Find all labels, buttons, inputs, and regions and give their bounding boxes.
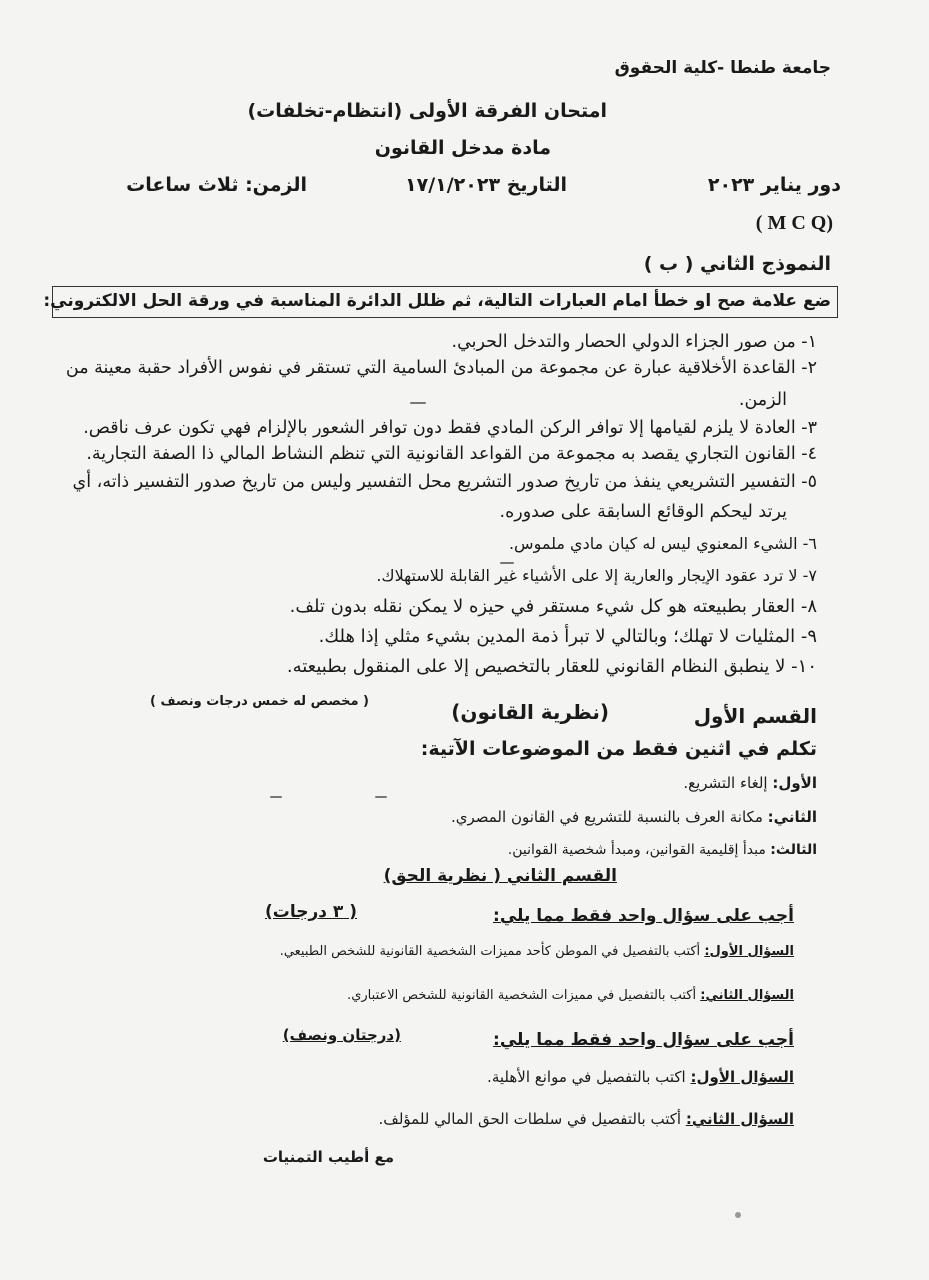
group1-marks: ( ٣ درجات) (264, 902, 357, 922)
instruction-text: ضع علامة صح او خطأ امام العبارات التالية، ثم ظلل الدائرة المناسبة في ورقة الحل الالكتروني: (43, 291, 831, 311)
part-one-q3-text: مبدأ إقليمية القوانين، ومبدأ شخصية القوانين. (507, 842, 766, 858)
mcq-list (57, 0, 817, 700)
mcq-item-1: ١- من صور الجزاء الدولي الحصار والتدخل الحربي. (451, 332, 817, 352)
scan-speck (500, 562, 514, 564)
part-one-q2-text: مكانة العرف بالنسبة للتشريع في القانون المصري. (450, 808, 763, 826)
part-one-marks: ( مخصص له خمس درجات ونصف ) (150, 694, 369, 709)
part-one-q2-label: الثاني: (767, 808, 817, 826)
exam-duration: الزمن: ثلاث ساعات (126, 174, 307, 196)
mcq-item-5: ٥- التفسير التشريعي ينفذ من تاريخ صدور التشريع محل التفسير وليس من تاريخ صدور التفسير ذاته، أي (72, 472, 817, 492)
exam-date: التاريخ ١٧/١/٢٠٢٣ (405, 174, 567, 196)
group2-instruction: أجب على سؤال واحد فقط مما يلي: (493, 1030, 794, 1050)
subject-title: مادة مدخل القانون (374, 137, 551, 159)
mcq-item-9: ٩- المثليات لا تهلك؛ وبالتالي لا تبرأ ذمة المدين بشيء مثلي إذا هلك. (318, 626, 817, 647)
mcq-item-4: ٤- القانون التجاري يقصد به مجموعة من القواعد القانونية التي تنظم النشاط المالي ذا الصفة التجارية. (86, 444, 817, 464)
mcq-item-7: ٧- لا ترد عقود الإيجار والعارية إلا على الأشياء غير القابلة للاستهلاك. (376, 566, 817, 585)
part-one-q3 (508, 842, 817, 858)
group2-marks: (درجتان ونصف) (282, 1026, 401, 1044)
scan-speck (375, 796, 387, 798)
part-two-title: القسم الثاني ( نظرية الحق) (383, 866, 617, 886)
part-one-q1-label: الأول: (772, 774, 817, 792)
group2-q2-text: أكتب بالتفصيل في سلطات الحق المالي للمؤلف. (378, 1110, 682, 1128)
part-one-q1 (683, 774, 817, 792)
mcq-item-2: ٢- القاعدة الأخلاقية عبارة عن مجموعة من المبادئ السامية التي تستقر في نفوس الأفراد حقبة معينة من (65, 358, 817, 378)
mcq-item-6: ٦- الشيء المعنوي ليس له كيان مادي ملموس. (508, 534, 817, 553)
group1-q2 (347, 988, 794, 1003)
group1-q1-label: السؤال الأول: (704, 944, 794, 959)
mcq-item-3: ٣- العادة لا يلزم لقيامها إلا توافر الركن المادي فقط دون توافر الشعور بالإلزام فهي تكون عرف ناقص. (83, 418, 817, 438)
group1-q1-text: أكتب بالتفصيل في الموطن كأحد مميزات الشخصية القانونية للشخص الطبيعي. (279, 944, 701, 959)
scan-speck (735, 1212, 741, 1218)
group1-instruction: أجب على سؤال واحد فقط مما يلي: (493, 906, 794, 926)
group2-q1 (487, 1068, 794, 1086)
exam-session: دور يناير ٢٠٢٣ (707, 174, 841, 196)
closing-wishes: مع أطيب التمنيات (262, 1148, 394, 1166)
mcq-item-10: ١٠- لا ينطبق النظام القانوني للعقار بالتخصيص إلا على المنقول بطبيعته. (286, 656, 817, 677)
mcq-item-2-cont: الزمن. (738, 390, 787, 410)
group2-q2-label: السؤال الثاني: (685, 1110, 794, 1128)
group1-q2-label: السؤال الثاني: (700, 988, 794, 1003)
part-one-q3-label: الثالث: (770, 842, 817, 858)
part-one-q2 (451, 808, 817, 826)
mcq-item-5-cont: يرتد ليحكم الوقائع السابقة على صدوره. (499, 502, 787, 522)
scan-speck (410, 402, 426, 404)
part-one-topic: (نظرية القانون) (451, 700, 609, 724)
part-one-instruction: تكلم في اثنين فقط من الموضوعات الآتية: (420, 738, 817, 760)
university-header: جامعة طنطا -كلية الحقوق (614, 58, 831, 78)
scan-speck (270, 796, 282, 798)
part-one-q1-text: إلغاء التشريع. (683, 774, 768, 792)
part-one-title: القسم الأول (693, 704, 817, 728)
mcq-label: ( M C Q) (755, 212, 833, 234)
model-label: النموذج الثاني ( ب ) (643, 253, 831, 275)
group2-q2 (379, 1110, 794, 1128)
group2-q1-text: اكتب بالتفصيل في موانع الأهلية. (487, 1068, 686, 1086)
group2-q1-label: السؤال الأول: (690, 1068, 794, 1086)
mcq-item-8: ٨- العقار بطبيعته هو كل شيء مستقر في حيزه لا يمكن نقله بدون تلف. (289, 596, 817, 617)
group1-q1 (280, 944, 794, 959)
group1-q2-text: أكتب بالتفصيل في مميزات الشخصية القانونية للشخص الاعتباري. (347, 988, 697, 1003)
exam-title: امتحان الفرقة الأولى (انتظام-تخلفات) (247, 100, 607, 122)
